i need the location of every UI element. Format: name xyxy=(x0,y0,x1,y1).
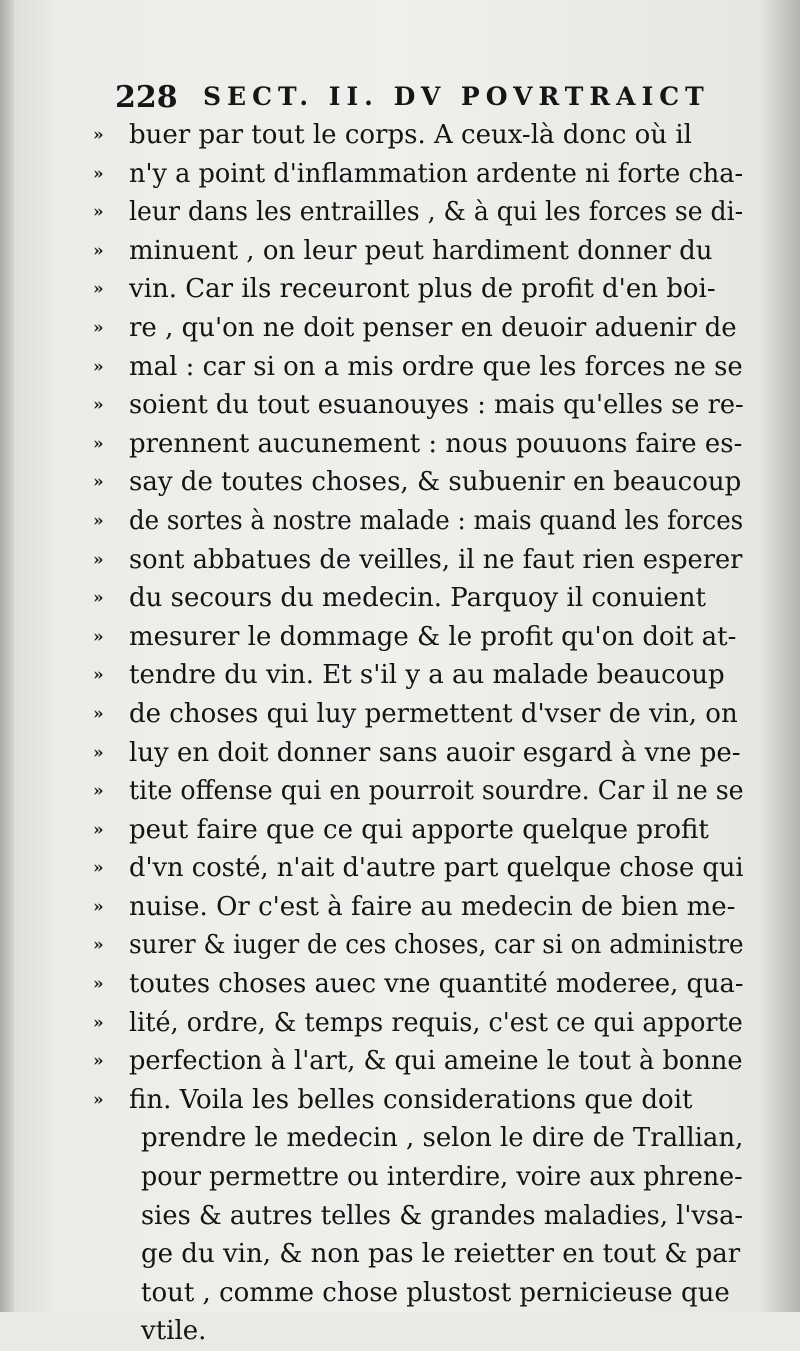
text-line xyxy=(93,734,743,773)
line-text: ge du vin, & non pas le reietter en tout & par xyxy=(141,1239,741,1270)
text-line xyxy=(93,425,743,464)
text-line xyxy=(93,656,743,695)
line-text: soient du tout esuanouyes : mais qu'elles se re- xyxy=(129,390,744,421)
line-text: lité, ordre, & temps requis, c'est ce qui apporte xyxy=(129,1007,743,1038)
quotation-marker: » xyxy=(93,317,104,338)
text-line xyxy=(93,502,743,541)
text-line xyxy=(93,1004,743,1043)
text-line xyxy=(93,926,743,965)
line-text: minuent , on leur peut hardiment donner du xyxy=(129,235,713,266)
quotation-marker: » xyxy=(93,781,104,802)
line-text: prennent aucunement : nous pouuons faire es- xyxy=(129,428,743,459)
text-line xyxy=(93,155,743,194)
text-line xyxy=(93,1081,743,1120)
text-line xyxy=(93,1274,743,1313)
line-text: de sortes à nostre malade : mais quand les forces xyxy=(129,505,744,536)
text-line xyxy=(93,232,743,271)
line-text: say de toutes choses, & subuenir en beaucoup xyxy=(129,467,742,498)
text-line xyxy=(93,463,743,502)
text-line xyxy=(93,1312,743,1351)
quotation-marker: » xyxy=(93,974,104,995)
page-gutter xyxy=(0,0,14,1312)
text-line xyxy=(93,579,743,618)
quotation-marker: » xyxy=(93,665,104,686)
line-text: de choses qui luy permettent d'vser de vin, on xyxy=(129,698,738,729)
line-text: prendre le medecin , selon le dire de Trallian, xyxy=(141,1123,744,1154)
quotation-marker: » xyxy=(93,1051,104,1072)
quotation-marker: » xyxy=(93,163,104,184)
line-text: buer par tout le corps. A ceux-là donc où il xyxy=(129,120,692,150)
text-line xyxy=(93,618,743,657)
quotation-marker: » xyxy=(93,1089,104,1110)
line-text: fin. Voila les belles considerations que doit xyxy=(129,1084,693,1115)
line-text: peut faire que ce qui apporte quelque profit xyxy=(129,814,709,845)
quotation-marker: » xyxy=(93,433,104,454)
quotation-marker: » xyxy=(93,279,104,300)
line-text: vtile. xyxy=(141,1316,207,1347)
text-line xyxy=(93,386,743,425)
quotation-marker: » xyxy=(93,935,104,956)
line-text: nuise. Or c'est à faire au medecin de bien me- xyxy=(129,891,736,922)
text-line xyxy=(93,1235,743,1274)
body-text xyxy=(93,116,743,1351)
text-line xyxy=(93,695,743,734)
line-text: toutes choses auec vne quantité moderee, qua- xyxy=(129,969,744,1000)
text-line xyxy=(93,811,743,850)
quotation-marker: » xyxy=(93,588,104,609)
text-line xyxy=(93,1042,743,1081)
line-text: mesurer le dommage & le profit qu'on doit at- xyxy=(129,621,737,652)
quotation-marker: » xyxy=(93,819,104,840)
line-text: n'y a point d'inflammation ardente ni forte cha- xyxy=(129,158,744,189)
page-edge-shadow xyxy=(760,0,800,1312)
text-line xyxy=(93,193,743,232)
line-text: d'vn costé, n'ait d'autre part quelque chose qui xyxy=(129,853,744,884)
quotation-marker: » xyxy=(93,202,104,223)
quotation-marker: » xyxy=(93,510,104,531)
quotation-marker: » xyxy=(93,703,104,724)
text-line xyxy=(93,849,743,888)
line-text: vin. Car ils receuront plus de profit d'en boi- xyxy=(129,274,716,305)
text-line xyxy=(93,965,743,1004)
quotation-marker: » xyxy=(93,395,104,416)
line-text: re , qu'on ne doit penser en deuoir aduenir de xyxy=(129,312,737,343)
quotation-marker: » xyxy=(93,626,104,647)
quotation-marker: » xyxy=(93,356,104,377)
line-text: sies & autres telles & grandes maladies, l'vsa- xyxy=(141,1200,744,1231)
line-text: luy en doit donner sans auoir esgard à vne pe- xyxy=(129,737,741,768)
quotation-marker: » xyxy=(93,549,104,570)
line-text: surer & iuger de ces choses, car si on administre xyxy=(129,930,744,961)
text-line xyxy=(93,772,743,811)
line-text: leur dans les entrailles , & à qui les forces se di- xyxy=(129,197,744,228)
text-line xyxy=(93,348,743,387)
running-head: SECT. II. DV POVRTRAICT xyxy=(203,82,710,111)
text-line xyxy=(93,1119,743,1158)
page-header xyxy=(115,78,755,118)
line-text: du secours du medecin. Parquoy il conuient xyxy=(129,583,707,614)
text-line xyxy=(93,888,743,927)
quotation-marker: » xyxy=(93,125,104,145)
line-text: sont abbatues de veilles, il ne faut rien esperer xyxy=(129,544,743,575)
line-text: tout , comme chose plustost pernicieuse que xyxy=(141,1277,730,1308)
quotation-marker: » xyxy=(93,896,104,917)
page-number: 228 xyxy=(115,80,178,115)
text-line xyxy=(93,541,743,580)
text-line xyxy=(93,116,743,155)
line-text: tendre du vin. Et s'il y a au malade beaucoup xyxy=(129,660,725,691)
quotation-marker: » xyxy=(93,1012,104,1033)
text-line xyxy=(93,1197,743,1236)
quotation-marker: » xyxy=(93,472,104,493)
quotation-marker: » xyxy=(93,858,104,879)
quotation-marker: » xyxy=(93,240,104,261)
line-text: perfection à l'art, & qui ameine le tout à bonne xyxy=(129,1046,743,1077)
text-line xyxy=(93,1158,743,1197)
text-line xyxy=(93,270,743,309)
quotation-marker: » xyxy=(93,742,104,763)
text-line xyxy=(93,309,743,348)
line-text: pour permettre ou interdire, voire aux phrene- xyxy=(141,1162,743,1193)
line-text: tite offense qui en pourroit sourdre. Car il ne se xyxy=(129,776,744,807)
line-text: mal : car si on a mis ordre que les forces ne se xyxy=(129,351,743,382)
